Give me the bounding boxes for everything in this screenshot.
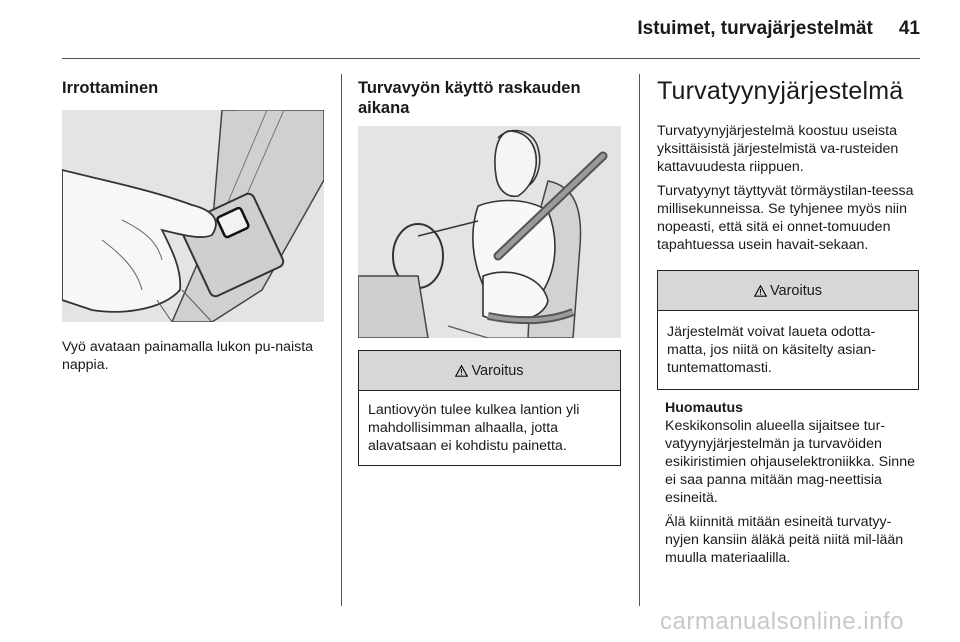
watermark: carmanualsonline.info bbox=[660, 608, 904, 635]
section-heading-release: Irrottaminen bbox=[62, 79, 159, 97]
page-header bbox=[637, 18, 920, 40]
column-divider-1 bbox=[341, 74, 342, 606]
warning-text: Lantiovyön tulee kulkea lantion yli mahdollisimman alhaalla, jotta alavatsaan ei kohdistu painetta. bbox=[368, 402, 580, 454]
warning-box-airbag bbox=[657, 270, 919, 390]
airbag-paragraph-2: Turvatyynyt täyttyvät törmäystilan-teessa millisekunneissa. Se tyhjenee myös niin nopeasti, että sitä ei onnet-tomuuden tapahtuessa usein havait-sekaan. bbox=[657, 183, 914, 253]
note-text-1: Keskikonsolin alueella sijaitsee tur-vatyynyjärjestelmän ja turvavöiden esikiristimien ohjauselektroniikka. Sinne ei saa panna mitään mag-neettisia esineitä. bbox=[665, 418, 915, 506]
release-instruction: Vyö avataan painamalla lukon pu-naista nappia. bbox=[62, 339, 314, 373]
illustration-pregnant-seatbelt bbox=[358, 126, 621, 338]
warning-title: Varoitus bbox=[769, 282, 823, 299]
warning-title: Varoitus bbox=[471, 362, 524, 379]
illustration-seatbelt-buckle bbox=[62, 110, 324, 322]
section-heading-airbag: Turvatyynyjärjestelmä bbox=[657, 77, 904, 105]
warning-text: Järjestelmät voivat laueta odotta-matta, jos niitä on käsitelty asian-tuntemattomasti. bbox=[667, 324, 876, 376]
warning-header bbox=[658, 271, 918, 311]
warning-triangle-icon bbox=[754, 285, 767, 297]
column-pregnancy bbox=[358, 78, 621, 466]
note-text-2: Älä kiinnitä mitään esineitä turvatyy-nyjen kansiin äläkä peitä niitä mil-lään muulla materiaalilla. bbox=[665, 514, 904, 566]
column-airbag bbox=[657, 76, 922, 567]
column-divider-2 bbox=[639, 74, 640, 606]
note-block bbox=[657, 400, 922, 567]
header-divider bbox=[62, 58, 920, 59]
chapter-title: Istuimet, turvajärjestelmät bbox=[637, 18, 873, 39]
warning-box-pregnancy bbox=[358, 350, 621, 466]
warning-triangle-icon bbox=[455, 365, 468, 377]
note-title: Huomautus bbox=[665, 400, 744, 416]
column-release bbox=[62, 78, 324, 374]
page-number: 41 bbox=[898, 18, 920, 39]
warning-header bbox=[359, 351, 620, 391]
airbag-paragraph-1: Turvatyynyjärjestelmä koostuu useista yksittäisistä järjestelmistä va-rusteiden kattavuudesta riippuen. bbox=[657, 123, 899, 175]
section-heading-pregnancy: Turvavyön käyttö raskauden aikana bbox=[358, 79, 581, 117]
